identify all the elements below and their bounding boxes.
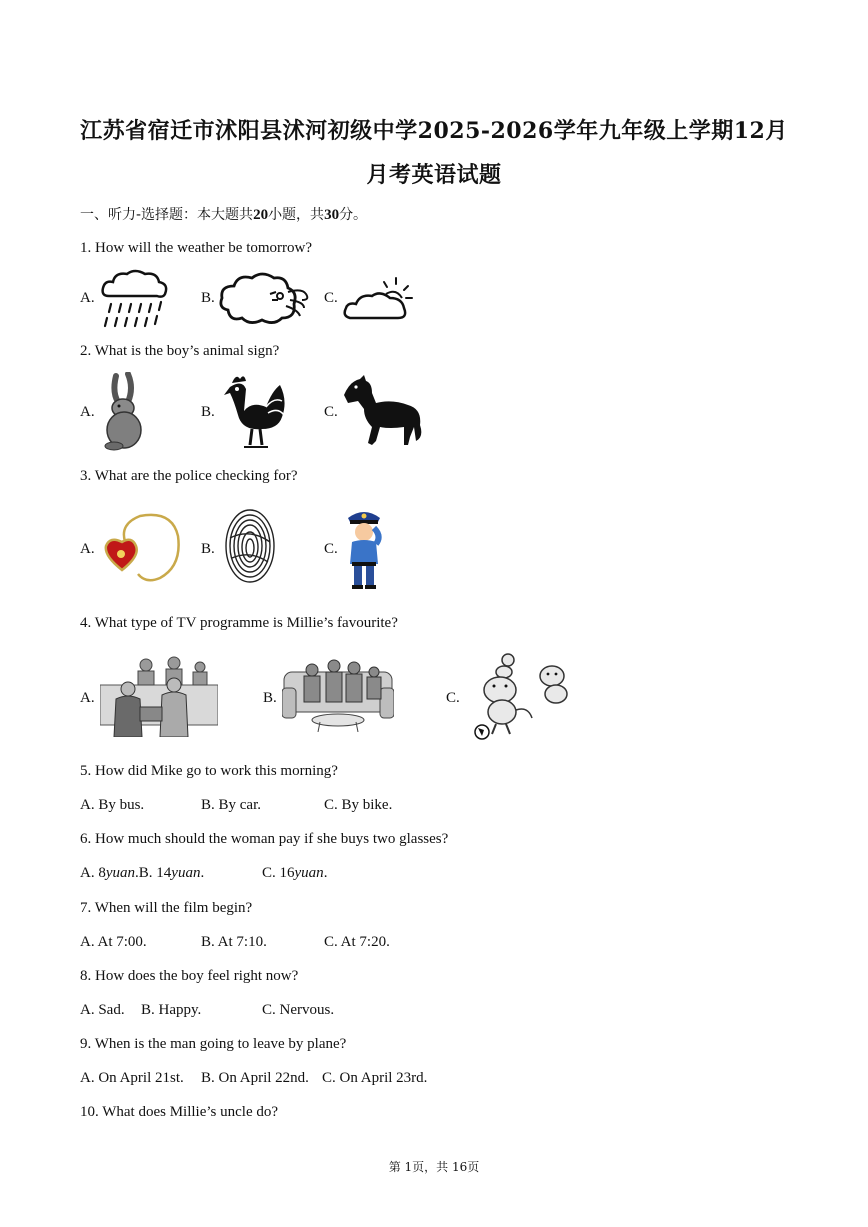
option-text: C. 16: [262, 865, 295, 881]
necklace-icon: [100, 512, 182, 584]
option-c: C. By bike.: [324, 797, 393, 813]
option-c: [262, 865, 327, 882]
family-sofa-icon: [282, 658, 394, 732]
option-a: A.: [80, 541, 95, 557]
option-a: A.: [80, 404, 95, 420]
option-a: A. By bus.: [80, 797, 145, 813]
option-a: A. At 7:00.: [80, 934, 147, 950]
currency-unit: yuan: [105, 865, 136, 881]
section-heading: [80, 204, 367, 224]
option-a: A.: [80, 690, 95, 706]
option-b: B. Happy.: [141, 1002, 202, 1018]
sun-cloud-icon: [342, 276, 414, 324]
option-b: B.: [201, 290, 215, 306]
option-b: B. On April 22nd.: [201, 1070, 309, 1086]
question-2: 2. What is the boy’s animal sign?: [80, 343, 280, 359]
section-text: 小题，共: [268, 207, 325, 223]
question-8: 8. How does the boy feel right now?: [80, 968, 299, 984]
fingerprint-icon: [224, 508, 276, 584]
option-c: C. At 7:20.: [324, 934, 390, 950]
option-c: C. On April 23rd.: [322, 1070, 428, 1086]
currency-unit: yuan: [171, 865, 201, 881]
question-7: 7. When will the film begin?: [80, 900, 253, 916]
police-officer-icon: [342, 506, 386, 590]
question-6: 6. How much should the woman pay if she buys two glasses?: [80, 831, 449, 847]
page-footer: 第 1页，共 16页: [388, 1160, 480, 1174]
option-text: A. 8: [80, 865, 106, 881]
question-9: 9. When is the man going to leave by plane?: [80, 1036, 347, 1052]
question-4: 4. What type of TV programme is Millie’s favourite?: [80, 615, 398, 631]
option-b: B.: [201, 404, 215, 420]
option-a: A.: [80, 290, 95, 306]
rabbit-icon: [98, 372, 148, 452]
question-5: 5. How did Mike go to work this morning?: [80, 763, 338, 779]
cartoon-pigs-icon: [472, 652, 584, 744]
option-text: .: [323, 865, 328, 881]
horse-icon: [342, 375, 426, 447]
option-c: C.: [324, 404, 338, 420]
option-c: C.: [324, 290, 338, 306]
wind-cloud-icon: [218, 270, 314, 328]
rain-cloud-icon: [99, 266, 171, 330]
option-b: B. By car.: [201, 797, 261, 813]
option-text: .: [200, 865, 205, 881]
rooster-icon: [222, 371, 288, 449]
section-score: 30: [324, 207, 340, 223]
title-line-2: 月考英语试题: [366, 162, 502, 188]
currency-unit: yuan: [294, 865, 324, 881]
option-b: B.: [201, 541, 215, 557]
question-10: 10. What does Millie’s uncle do?: [80, 1104, 279, 1120]
option-c: C.: [324, 541, 338, 557]
option-c: C. Nervous.: [262, 1002, 335, 1018]
option-a: A. On April 21st.: [80, 1070, 184, 1086]
option-b: B. At 7:10.: [201, 934, 267, 950]
section-text: 一、听力-选择题：本大题共: [80, 207, 254, 223]
section-text: 分。: [339, 207, 368, 223]
option-a-b: [80, 865, 204, 882]
option-a: A. Sad.: [80, 1002, 125, 1018]
section-count: 20: [253, 207, 269, 223]
question-1: 1. How will the weather be tomorrow?: [80, 240, 313, 256]
title-line-1: 江苏省宿迁市沭阳县沭河初级中学2025-2026学年九年级上学期12月: [80, 118, 788, 144]
news-show-icon: [100, 655, 218, 737]
question-3: 3. What are the police checking for?: [80, 468, 298, 484]
option-b: B.: [263, 690, 277, 706]
option-c: C.: [446, 690, 460, 706]
option-text: .B. 14: [135, 865, 172, 881]
